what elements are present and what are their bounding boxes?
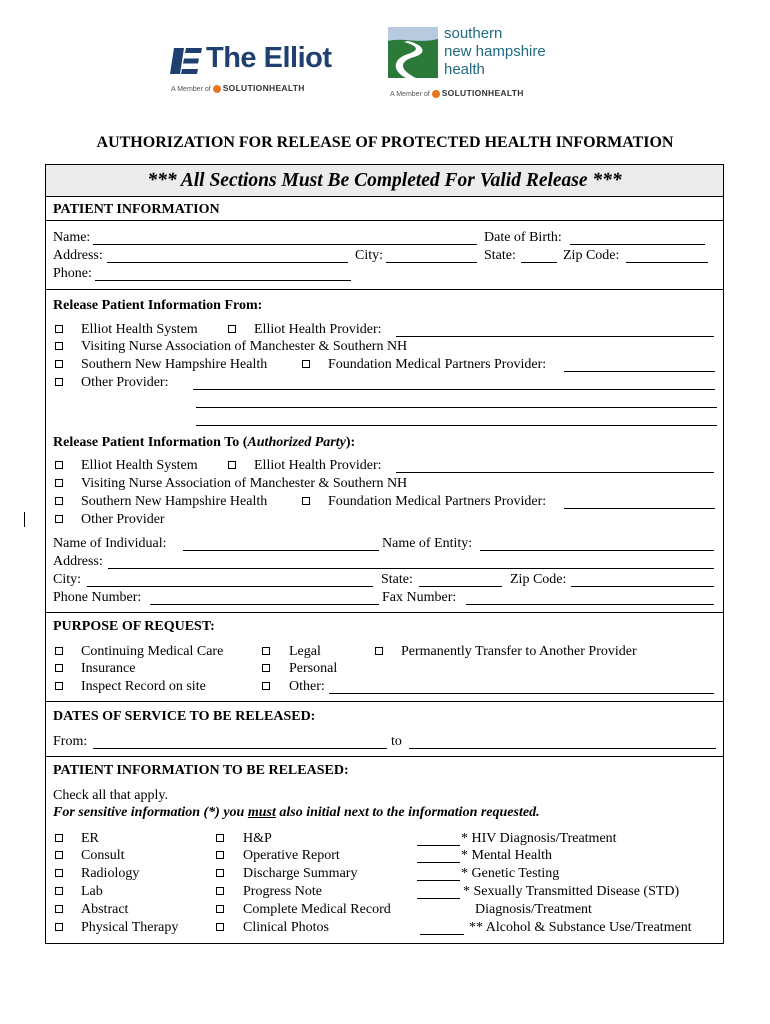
info-operative-checkbox[interactable]: [216, 851, 224, 859]
release-from-heading: Release Patient Information From:: [53, 298, 263, 313]
snhh-member-line: A Member of SOLUTIONHEALTH: [390, 88, 524, 98]
purpose-insurance-label: Insurance: [81, 661, 136, 676]
patient-name-field[interactable]: [93, 244, 477, 245]
to-city-label: City:: [53, 572, 82, 587]
purpose-transfer-checkbox[interactable]: [375, 647, 383, 655]
from-other-label: Other Provider:: [81, 375, 169, 390]
patient-dob-label: Date of Birth:: [484, 230, 562, 245]
from-other-field[interactable]: [193, 389, 715, 390]
info-std-label: * Sexually Transmitted Disease (STD): [463, 884, 680, 899]
elliot-logo: [168, 44, 343, 99]
info-photos-checkbox[interactable]: [216, 923, 224, 931]
info-progress-checkbox[interactable]: [216, 887, 224, 895]
info-discharge-checkbox[interactable]: [216, 869, 224, 877]
to-individual-label: Name of Individual:: [53, 536, 167, 551]
patient-heading: PATIENT INFORMATION: [53, 202, 220, 217]
purpose-insurance-checkbox[interactable]: [55, 664, 63, 672]
purpose-personal-checkbox[interactable]: [262, 664, 270, 672]
to-fmp-checkbox[interactable]: [302, 497, 310, 505]
purpose-personal-label: Personal: [289, 661, 338, 676]
info-pt-label: Physical Therapy: [81, 920, 179, 935]
initial-genetic-field[interactable]: [417, 880, 460, 881]
info-genetic-label: * Genetic Testing: [461, 866, 560, 881]
divider: [45, 289, 724, 290]
from-elliot-provider-label: Elliot Health Provider:: [254, 322, 382, 337]
info-progress-label: Progress Note: [243, 884, 322, 899]
from-other-field-line-3[interactable]: [196, 425, 717, 426]
from-other-checkbox[interactable]: [55, 378, 63, 386]
info-mental-label: * Mental Health: [461, 848, 552, 863]
to-fax-field[interactable]: [466, 604, 714, 605]
divider: [45, 701, 724, 702]
info-abstract-checkbox[interactable]: [55, 905, 63, 913]
dates-heading: DATES OF SERVICE TO BE RELEASED:: [53, 709, 316, 724]
solutionhealth-dot-icon: [432, 90, 440, 98]
purpose-continuing-label: Continuing Medical Care: [81, 644, 224, 659]
to-state-label: State:: [381, 572, 413, 587]
purpose-other-label: Other:: [289, 679, 325, 694]
patient-city-label: City:: [355, 248, 384, 263]
patient-name-label: Name:: [53, 230, 91, 245]
from-snhh-label: Southern New Hampshire Health: [81, 357, 268, 372]
to-phone-field[interactable]: [150, 604, 379, 605]
patient-address-field[interactable]: [107, 262, 348, 263]
purpose-transfer-label: Permanently Transfer to Another Provider: [401, 644, 637, 659]
form-title: AUTHORIZATION FOR RELEASE OF PROTECTED HEALTH INFORMATION: [96, 134, 674, 151]
from-fmp-field[interactable]: [564, 371, 715, 372]
to-snhh-checkbox[interactable]: [55, 497, 63, 505]
initial-alcohol-field[interactable]: [420, 934, 464, 935]
info-pt-checkbox[interactable]: [55, 923, 63, 931]
initial-hiv-field[interactable]: [417, 845, 460, 846]
info-consult-label: Consult: [81, 848, 125, 863]
purpose-legal-label: Legal: [289, 644, 321, 659]
release-to-heading: Release Patient Information To (Authorized Party):: [53, 435, 356, 450]
form-banner: *** All Sections Must Be Completed For Valid Release ***: [46, 165, 723, 197]
info-er-checkbox[interactable]: [55, 834, 63, 842]
patient-phone-label: Phone:: [53, 266, 92, 281]
from-elliot-provider-checkbox[interactable]: [228, 325, 236, 333]
from-elliot-provider-field[interactable]: [396, 336, 714, 337]
info-sensitive-note: For sensitive information (*) you must also initial next to the information requested.: [53, 805, 540, 820]
to-state-field[interactable]: [419, 586, 502, 587]
info-alcohol-label: ** Alcohol & Substance Use/Treatment: [469, 920, 692, 935]
to-fax-label: Fax Number:: [382, 590, 457, 605]
to-address-label: Address:: [53, 554, 103, 569]
purpose-heading: PURPOSE OF REQUEST:: [53, 619, 215, 634]
to-individual-field[interactable]: [183, 550, 379, 551]
divider: [45, 612, 724, 613]
from-elliot-system-checkbox[interactable]: [55, 325, 63, 333]
info-complete-checkbox[interactable]: [216, 905, 224, 913]
to-entity-field[interactable]: [480, 550, 714, 551]
from-vna-label: Visiting Nurse Association of Manchester & Southern NH: [81, 339, 408, 354]
info-hiv-label: * HIV Diagnosis/Treatment: [461, 831, 617, 846]
purpose-inspect-label: Inspect Record on site: [81, 679, 206, 694]
to-elliot-system-label: Elliot Health System: [81, 458, 198, 473]
patient-city-field[interactable]: [386, 262, 477, 263]
info-complete-label: Complete Medical Record: [243, 902, 391, 917]
info-std-cont-label: Diagnosis/Treatment: [475, 902, 592, 917]
elliot-member-line: A Member of SOLUTIONHEALTH: [171, 83, 305, 93]
to-elliot-provider-field[interactable]: [396, 472, 714, 473]
road-landscape-icon: [388, 27, 438, 78]
info-check-all: Check all that apply.: [53, 788, 168, 803]
to-phone-label: Phone Number:: [53, 590, 142, 605]
purpose-continuing-checkbox[interactable]: [55, 647, 63, 655]
to-vna-checkbox[interactable]: [55, 479, 63, 487]
from-other-field-line-2[interactable]: [196, 407, 717, 408]
to-other-checkbox[interactable]: [55, 515, 63, 523]
to-zip-field[interactable]: [571, 586, 714, 587]
info-hp-label: H&P: [243, 831, 272, 846]
patient-state-label: State:: [484, 248, 516, 263]
to-city-field[interactable]: [87, 586, 373, 587]
divider: [45, 756, 724, 757]
patient-phone-field[interactable]: [95, 280, 351, 281]
snhh-logo: [388, 27, 558, 102]
info-radiology-checkbox[interactable]: [55, 869, 63, 877]
info-photos-label: Clinical Photos: [243, 920, 329, 935]
patient-zip-label: Zip Code:: [563, 248, 620, 263]
from-snhh-checkbox[interactable]: [55, 360, 63, 368]
to-other-label: Other Provider: [81, 512, 165, 527]
to-fmp-field[interactable]: [564, 508, 715, 509]
info-radiology-label: Radiology: [81, 866, 140, 881]
info-lab-label: Lab: [81, 884, 103, 899]
patient-address-label: Address:: [53, 248, 103, 263]
from-fmp-label: Foundation Medical Partners Provider:: [328, 357, 547, 372]
to-elliot-system-checkbox[interactable]: [55, 461, 63, 469]
snhh-logo-name: southern new hampshire health: [444, 25, 546, 78]
to-snhh-label: Southern New Hampshire Health: [81, 494, 268, 509]
from-elliot-system-label: Elliot Health System: [81, 322, 198, 337]
purpose-legal-checkbox[interactable]: [262, 647, 270, 655]
elliot-mark-icon: [168, 48, 202, 74]
dates-to-label: to: [391, 734, 402, 749]
to-zip-label: Zip Code:: [510, 572, 567, 587]
info-heading: PATIENT INFORMATION TO BE RELEASED:: [53, 763, 349, 778]
text-cursor: [24, 512, 25, 527]
purpose-other-field[interactable]: [329, 693, 714, 694]
to-entity-label: Name of Entity:: [382, 536, 473, 551]
info-lab-checkbox[interactable]: [55, 887, 63, 895]
to-fmp-label: Foundation Medical Partners Provider:: [328, 494, 547, 509]
info-er-label: ER: [81, 831, 99, 846]
info-consult-checkbox[interactable]: [55, 851, 63, 859]
dates-to-field[interactable]: [409, 748, 716, 749]
purpose-inspect-checkbox[interactable]: [55, 682, 63, 690]
initial-mental-field[interactable]: [417, 862, 460, 863]
elliot-logo-name: The Elliot: [206, 42, 332, 74]
patient-dob-field[interactable]: [570, 244, 705, 245]
patient-state-field[interactable]: [521, 262, 557, 263]
initial-std-field[interactable]: [417, 898, 460, 899]
dates-from-label: From:: [53, 734, 88, 749]
from-fmp-checkbox[interactable]: [302, 360, 310, 368]
info-operative-label: Operative Report: [243, 848, 340, 863]
info-hp-checkbox[interactable]: [216, 834, 224, 842]
form-frame: [45, 164, 724, 944]
info-abstract-label: Abstract: [81, 902, 129, 917]
to-elliot-provider-label: Elliot Health Provider:: [254, 458, 382, 473]
info-discharge-label: Discharge Summary: [243, 866, 358, 881]
solutionhealth-dot-icon: [213, 85, 221, 93]
purpose-other-checkbox[interactable]: [262, 682, 270, 690]
from-vna-checkbox[interactable]: [55, 342, 63, 350]
divider: [45, 220, 724, 221]
to-vna-label: Visiting Nurse Association of Manchester & Southern NH: [81, 476, 408, 491]
patient-zip-field[interactable]: [626, 262, 708, 263]
dates-from-field[interactable]: [93, 748, 387, 749]
to-address-field[interactable]: [108, 568, 714, 569]
to-elliot-provider-checkbox[interactable]: [228, 461, 236, 469]
